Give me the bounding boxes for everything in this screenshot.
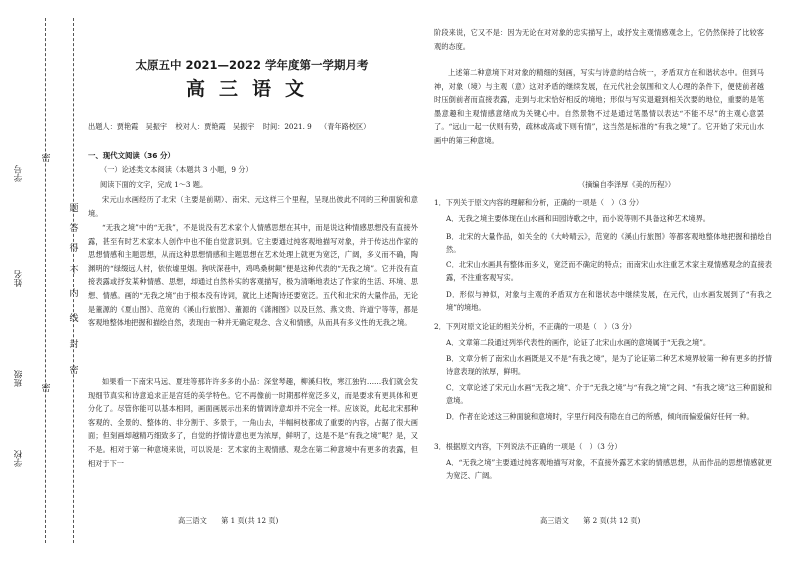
passage-continuation: 阶段来说，它又不是：因为无论在对对象的忠实描写上，或抒发主观情感观念上，它仍然保持了比较客观的态度。: [434, 28, 764, 51]
question-1-stem: 1．下列关于原文内容的理解和分析，正确的一项是（ ）（3 分）: [434, 198, 644, 207]
subsection-heading: （一）论述类文本阅读（本题共 3 小题，9 分）: [100, 165, 253, 174]
meta-reviewer: 校对人：贾艳霞 吴振宇: [175, 122, 255, 131]
seal-char: 密: [41, 384, 51, 394]
seal-char: 密: [41, 154, 51, 164]
passage-source: （摘编自李泽厚《美的历程》）: [578, 180, 676, 189]
gutter-label-xuexiao: 学校: [14, 450, 24, 467]
seal-char: 题: [69, 204, 79, 214]
page-footer: 高三语文 第 1 页(共 12 页): [178, 516, 279, 525]
seal-char: 得: [69, 244, 79, 254]
seal-char: 答: [69, 224, 79, 234]
question-2-option-b: B．文章分析了南宋山水画既是又不是“有我之境”，是为了论证第二种艺术境界较第一种有更多的抒情诗意表现的浓厚，鲜明。: [446, 354, 772, 376]
question-1-option-a: A．无我之境主要体现在山水画和田园诗歌之中，而小说等则不具备这种艺术境界。: [446, 214, 710, 223]
meta-campus: （青年路校区）: [320, 122, 371, 131]
exam-title: 太原五中 2021—2022 学年度第一学期月考: [135, 58, 369, 72]
seal-char: 密: [69, 366, 79, 376]
page-footer: 高三语文 第 2 页(共 12 页): [540, 516, 641, 525]
seal-char: 内: [69, 289, 79, 299]
gutter-label-xingming: 姓名: [14, 270, 24, 287]
question-2-option-d: D．作者在论述这三种面貌和意境时，字里行间没有隐在自己的所感，倾向而偏爱偏好任何一种。: [446, 412, 754, 421]
gutter-label-banji: 班级: [14, 370, 24, 387]
question-1-option-d: D．形似与神似，对象与主观的矛盾双方在和谐状态中继续发展，在元代，山水画发展到了“有我之境”的境地。: [446, 290, 772, 312]
question-3-option-a: A．“无我之境”主要通过纯客观地描写对象，不直接外露艺术家的情感思想，从而作品的思想情感就更为宽泛、广阔。: [446, 458, 772, 480]
section-heading: 一、现代文阅读（36 分）: [88, 151, 175, 160]
seal-char: 不: [69, 266, 79, 276]
gutter-label-xuehao: 学号: [14, 165, 24, 182]
question-1-option-b: B．北宋的大量作品，如关全的《大岭晴云》，范宽的《溪山行旅图》等都客观地整体地把握和描绘自然。: [446, 232, 772, 254]
meta-time: 时间：2021. 9: [262, 122, 312, 131]
passage-paragraph-3: 如果看一下南宋马远、夏珪等那许许多多的小品：深堂琴趣，柳溪归牧，寒江独钓……我们就会发现细节真实和诗意追求正是宫廷的美学特色。它不再像前一时期那样宽泛多义，而是要求有更具体和更分化了。尽管你能可以基本相同，画面画展示出来的情调诗意却并不完全一样。应该说，此起北宋那种客观的、全景的、整体的、非分割于、多景于，一角山去，半幅柯枝都成了重要的内容，占据了很大画面；但刻画却越精巧细致多了，自觉的抒情诗意也更为浓厚，鲜明了，这是不是“有我之境”呢？是，又不是。相对于第一种意境来说，可以说是：艺术家的主观情感、观念在第二种意境中有更多的表露，但相对于下一: [88, 377, 418, 468]
passage-paragraph-1: 宋元山水画经历了北宋（主要是前期）、南宋、元这样三个里程，呈现出彼此不同的三种面貌和意境。: [88, 195, 418, 218]
binding-line-inner: [73, 18, 74, 543]
binding-line: [45, 18, 46, 543]
reading-instruction: 阅读下面的文字，完成 1～3 题。: [100, 180, 208, 189]
page-2: [428, 0, 778, 561]
subject-title: 高三语文: [185, 78, 318, 100]
question-2-option-c: C．文章论述了宋元山水画“无我之境”、介于“无我之境”与“有我之境”之间、“有我之境”这三种面貌和意境。: [446, 383, 772, 405]
passage-paragraph-2: “无我之境”中的“无我”，不是说没有艺术家个人情感思想在其中，而是说这种情感思想没有直接外露，甚至有时艺术家本人创作中也不能自觉意识到。它主要通过纯客观地描写对象，并于传达出作家的思想情感和主题思想，从而这种思想情感和主题思想在艺术处理上就更为宽泛，广阔，多义而不确，陶渊明的“绿缀远人村，依依墟里烟。狗吠深巷中，鸡鸣桑树颠”便是这种代表的“无我之境”。它并没有直接表露或抒发某种情感、思想，却通过自然朴实的客观描写，极为清晰地表达了作家的生活、环境、思想、情感。画的“无我之境”由于根本没有诗词，就比上述陶诗还要宽泛。五代和北宋的大量作品，无论是董源的《夏山图》、范宽的《溪山行旅图》、董源的《潇湘图》以及巨然、燕文贵、许道宁等等，都是客观地整体地把握和描绘自然，表现由一种并无确定观念、含义和情感，从而具有多义性的无我之境。: [88, 223, 418, 328]
question-2-stem: 2．下列对原文论证的相关分析，不正确的一项是（ ）（3 分）: [434, 322, 636, 331]
seal-char: 封: [69, 340, 79, 350]
exam-meta: [88, 122, 422, 132]
question-2-option-a: A．文章第二段通过列举代表性的画作，论证了北宋山水画的意境属于“无我之境”。: [446, 338, 711, 347]
meta-author: 出题人：贾艳霞 吴振宇: [88, 122, 168, 131]
passage-paragraph-4: 上述第二种意境下对对象的精细的刻画，写实与诗意的结合统一，矛盾双方在和谐状态中。但到马神，对象（境）与主观（意）这对矛盾的继续发展，在元代社会氛围和文人心理的条件下，便使前者越时压倒前者而直接表露，走到与北宋恰好相反的境地；形似与写实退避到相关次要的地位，重要的是笔墨意趣和主观情感意绪成为关键心中。自然景物不过是通过笔墨情以表达“不能不尽”的主观心意罢了。“远山一起一伏则有势，疏林或高或下则有情”，这当然是标准的“有我之境”了。它开始了宋元山水画中的第三种意境。: [434, 68, 764, 145]
seal-char: 线: [69, 314, 79, 324]
question-1-option-c: C．北宋山水画具有整体而多义，宽泛而不确定的特点；而南宋山水注重艺术家主观情感观念的直接表露，不注重客观写实。: [446, 260, 772, 282]
question-3-stem: 3．根据原文内容，下列说法不正确的一项是（ ）（3 分）: [434, 442, 622, 451]
binding-gutter: [0, 0, 80, 561]
page-1: [82, 0, 422, 561]
